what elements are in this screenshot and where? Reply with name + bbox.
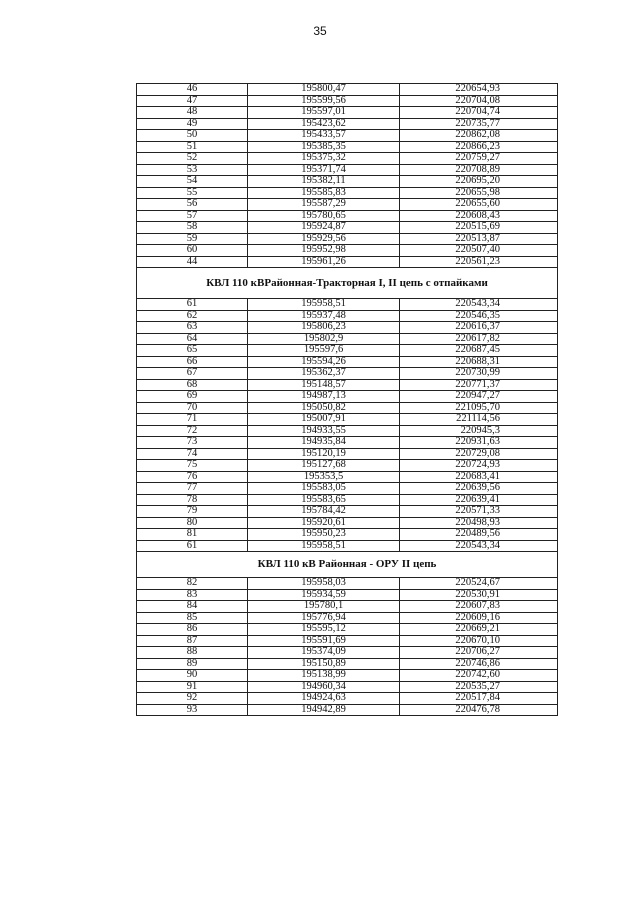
- point-number-cell: 86: [137, 624, 248, 636]
- table-row: [137, 471, 558, 483]
- point-number-cell: 60: [137, 245, 248, 257]
- y-coordinate-cell: 220546,35: [400, 310, 558, 322]
- table-row: [137, 130, 558, 142]
- x-coordinate-cell: 195583,05: [248, 483, 400, 495]
- x-coordinate-cell: 195423,62: [248, 118, 400, 130]
- point-number-cell: 93: [137, 704, 248, 716]
- table-row: [137, 658, 558, 670]
- x-coordinate-cell: 195362,37: [248, 368, 400, 380]
- point-number-cell: 91: [137, 681, 248, 693]
- y-coordinate-cell: 220489,56: [400, 529, 558, 541]
- y-coordinate-cell: 220687,45: [400, 345, 558, 357]
- y-coordinate-cell: 220771,37: [400, 379, 558, 391]
- y-coordinate-cell: 220639,41: [400, 494, 558, 506]
- point-number-cell: 59: [137, 233, 248, 245]
- table-row: [137, 704, 558, 716]
- table-row: [137, 333, 558, 345]
- point-number-cell: 58: [137, 222, 248, 234]
- x-coordinate-cell: 195138,99: [248, 670, 400, 682]
- x-coordinate-cell: 195924,87: [248, 222, 400, 234]
- point-number-cell: 88: [137, 647, 248, 659]
- x-coordinate-cell: 195385,35: [248, 141, 400, 153]
- x-coordinate-cell: 195597,6: [248, 345, 400, 357]
- x-coordinate-cell: 194987,13: [248, 391, 400, 403]
- table-row: [137, 310, 558, 322]
- table-row: [137, 245, 558, 257]
- table-row: [137, 529, 558, 541]
- x-coordinate-cell: 195585,83: [248, 187, 400, 199]
- x-coordinate-cell: 195374,09: [248, 647, 400, 659]
- point-number-cell: 50: [137, 130, 248, 142]
- x-coordinate-cell: 195937,48: [248, 310, 400, 322]
- point-number-cell: 63: [137, 322, 248, 334]
- point-number-cell: 87: [137, 635, 248, 647]
- table-row: [137, 589, 558, 601]
- y-coordinate-cell: 221095,70: [400, 402, 558, 414]
- table-row: [137, 517, 558, 529]
- y-coordinate-cell: 220704,08: [400, 95, 558, 107]
- x-coordinate-cell: 195950,23: [248, 529, 400, 541]
- point-number-cell: 90: [137, 670, 248, 682]
- point-number-cell: 64: [137, 333, 248, 345]
- y-coordinate-cell: 220616,37: [400, 322, 558, 334]
- table-row: [137, 448, 558, 460]
- x-coordinate-cell: 195594,26: [248, 356, 400, 368]
- table-row: [137, 322, 558, 334]
- table-row: [137, 578, 558, 590]
- y-coordinate-cell: 220729,08: [400, 448, 558, 460]
- point-number-cell: 77: [137, 483, 248, 495]
- x-coordinate-cell: 194924,63: [248, 693, 400, 705]
- x-coordinate-cell: 195127,68: [248, 460, 400, 472]
- section-title: КВЛ 110 кВРайонная-Тракторная I, II цепь с отпайками: [137, 268, 558, 299]
- section3-body: [137, 578, 558, 716]
- point-number-cell: 68: [137, 379, 248, 391]
- x-coordinate-cell: 195961,26: [248, 256, 400, 268]
- y-coordinate-cell: 220746,86: [400, 658, 558, 670]
- point-number-cell: 70: [137, 402, 248, 414]
- y-coordinate-cell: 220609,16: [400, 612, 558, 624]
- table-row: [137, 460, 558, 472]
- table-row: [137, 107, 558, 119]
- table-row: [137, 379, 558, 391]
- y-coordinate-cell: 220931,63: [400, 437, 558, 449]
- x-coordinate-cell: 194960,34: [248, 681, 400, 693]
- section-title-row: [137, 268, 558, 299]
- point-number-cell: 71: [137, 414, 248, 426]
- x-coordinate-cell: 195958,51: [248, 299, 400, 311]
- section-title-row: [137, 552, 558, 578]
- y-coordinate-cell: 220730,99: [400, 368, 558, 380]
- x-coordinate-cell: 194935,84: [248, 437, 400, 449]
- table-row: [137, 176, 558, 188]
- y-coordinate-cell: 220617,82: [400, 333, 558, 345]
- table-row: [137, 187, 558, 199]
- x-coordinate-cell: 195952,98: [248, 245, 400, 257]
- y-coordinate-cell: 220543,34: [400, 299, 558, 311]
- y-coordinate-cell: 221114,56: [400, 414, 558, 426]
- table-row: [137, 425, 558, 437]
- y-coordinate-cell: 220947,27: [400, 391, 558, 403]
- y-coordinate-cell: 220654,93: [400, 84, 558, 96]
- x-coordinate-cell: 195382,11: [248, 176, 400, 188]
- point-number-cell: 46: [137, 84, 248, 96]
- table-row: [137, 233, 558, 245]
- y-coordinate-cell: 220476,78: [400, 704, 558, 716]
- table-row: [137, 647, 558, 659]
- point-number-cell: 61: [137, 299, 248, 311]
- table-row: [137, 483, 558, 495]
- table-row: [137, 345, 558, 357]
- point-number-cell: 75: [137, 460, 248, 472]
- point-number-cell: 76: [137, 471, 248, 483]
- point-number-cell: 74: [137, 448, 248, 460]
- x-coordinate-cell: 195784,42: [248, 506, 400, 518]
- y-coordinate-cell: 220735,77: [400, 118, 558, 130]
- table-row: [137, 222, 558, 234]
- point-number-cell: 79: [137, 506, 248, 518]
- y-coordinate-cell: 220683,41: [400, 471, 558, 483]
- point-number-cell: 72: [137, 425, 248, 437]
- table-row: [137, 437, 558, 449]
- y-coordinate-cell: 220561,23: [400, 256, 558, 268]
- y-coordinate-cell: 220655,60: [400, 199, 558, 211]
- point-number-cell: 62: [137, 310, 248, 322]
- y-coordinate-cell: 220524,67: [400, 578, 558, 590]
- y-coordinate-cell: 220571,33: [400, 506, 558, 518]
- x-coordinate-cell: 195780,1: [248, 601, 400, 613]
- point-number-cell: 81: [137, 529, 248, 541]
- point-number-cell: 57: [137, 210, 248, 222]
- section2-header-body: [137, 268, 558, 299]
- table-row: [137, 506, 558, 518]
- y-coordinate-cell: 220608,43: [400, 210, 558, 222]
- y-coordinate-cell: 220945,3: [400, 425, 558, 437]
- point-number-cell: 47: [137, 95, 248, 107]
- x-coordinate-cell: 195780,65: [248, 210, 400, 222]
- x-coordinate-cell: 194933,55: [248, 425, 400, 437]
- y-coordinate-cell: 220708,89: [400, 164, 558, 176]
- x-coordinate-cell: 195148,57: [248, 379, 400, 391]
- point-number-cell: 65: [137, 345, 248, 357]
- point-number-cell: 52: [137, 153, 248, 165]
- x-coordinate-cell: 195587,29: [248, 199, 400, 211]
- y-coordinate-cell: 220543,34: [400, 540, 558, 552]
- point-number-cell: 67: [137, 368, 248, 380]
- table-row: [137, 299, 558, 311]
- y-coordinate-cell: 220530,91: [400, 589, 558, 601]
- y-coordinate-cell: 220517,84: [400, 693, 558, 705]
- x-coordinate-cell: 195597,01: [248, 107, 400, 119]
- point-number-cell: 54: [137, 176, 248, 188]
- table-row: [137, 624, 558, 636]
- table-row: [137, 164, 558, 176]
- x-coordinate-cell: 195591,69: [248, 635, 400, 647]
- y-coordinate-cell: 220706,27: [400, 647, 558, 659]
- y-coordinate-cell: 220670,10: [400, 635, 558, 647]
- point-number-cell: 51: [137, 141, 248, 153]
- x-coordinate-cell: 195120,19: [248, 448, 400, 460]
- point-number-cell: 89: [137, 658, 248, 670]
- y-coordinate-cell: 220724,93: [400, 460, 558, 472]
- table-row: [137, 402, 558, 414]
- section3-header-body: [137, 552, 558, 578]
- point-number-cell: 83: [137, 589, 248, 601]
- x-coordinate-cell: 195007,91: [248, 414, 400, 426]
- x-coordinate-cell: 195929,56: [248, 233, 400, 245]
- table-row: [137, 693, 558, 705]
- point-number-cell: 56: [137, 199, 248, 211]
- x-coordinate-cell: 195599,56: [248, 95, 400, 107]
- section1-body: [137, 84, 558, 268]
- point-number-cell: 44: [137, 256, 248, 268]
- table-row: [137, 670, 558, 682]
- table-row: [137, 391, 558, 403]
- point-number-cell: 48: [137, 107, 248, 119]
- table-row: [137, 210, 558, 222]
- y-coordinate-cell: 220513,87: [400, 233, 558, 245]
- y-coordinate-cell: 220535,27: [400, 681, 558, 693]
- x-coordinate-cell: 195920,61: [248, 517, 400, 529]
- y-coordinate-cell: 220688,31: [400, 356, 558, 368]
- x-coordinate-cell: 195934,59: [248, 589, 400, 601]
- point-number-cell: 78: [137, 494, 248, 506]
- point-number-cell: 69: [137, 391, 248, 403]
- x-coordinate-cell: 195802,9: [248, 333, 400, 345]
- x-coordinate-cell: 195806,23: [248, 322, 400, 334]
- y-coordinate-cell: 220498,93: [400, 517, 558, 529]
- x-coordinate-cell: 195050,82: [248, 402, 400, 414]
- y-coordinate-cell: 220742,60: [400, 670, 558, 682]
- section2-body: [137, 299, 558, 552]
- table-row: [137, 414, 558, 426]
- table-row: [137, 601, 558, 613]
- table-row: [137, 368, 558, 380]
- x-coordinate-cell: 195375,32: [248, 153, 400, 165]
- table-row: [137, 494, 558, 506]
- point-number-cell: 85: [137, 612, 248, 624]
- table-row: [137, 612, 558, 624]
- point-number-cell: 49: [137, 118, 248, 130]
- y-coordinate-cell: 220639,56: [400, 483, 558, 495]
- x-coordinate-cell: 195958,51: [248, 540, 400, 552]
- point-number-cell: 61: [137, 540, 248, 552]
- point-number-cell: 84: [137, 601, 248, 613]
- point-number-cell: 53: [137, 164, 248, 176]
- point-number-cell: 73: [137, 437, 248, 449]
- section-title: КВЛ 110 кВ Районная - ОРУ II цепь: [137, 552, 558, 578]
- table-row: [137, 141, 558, 153]
- x-coordinate-cell: 195433,57: [248, 130, 400, 142]
- point-number-cell: 66: [137, 356, 248, 368]
- point-number-cell: 92: [137, 693, 248, 705]
- page-number: 35: [313, 24, 327, 38]
- x-coordinate-cell: 195371,74: [248, 164, 400, 176]
- point-number-cell: 82: [137, 578, 248, 590]
- coordinates-table: [136, 83, 558, 716]
- x-coordinate-cell: 195776,94: [248, 612, 400, 624]
- y-coordinate-cell: 220607,83: [400, 601, 558, 613]
- point-number-cell: 55: [137, 187, 248, 199]
- table-row: [137, 84, 558, 96]
- x-coordinate-cell: 195595,12: [248, 624, 400, 636]
- table-row: [137, 95, 558, 107]
- y-coordinate-cell: 220759,27: [400, 153, 558, 165]
- y-coordinate-cell: 220507,40: [400, 245, 558, 257]
- table-row: [137, 681, 558, 693]
- table-row: [137, 256, 558, 268]
- y-coordinate-cell: 220704,74: [400, 107, 558, 119]
- x-coordinate-cell: 195583,65: [248, 494, 400, 506]
- x-coordinate-cell: 194942,89: [248, 704, 400, 716]
- table-row: [137, 118, 558, 130]
- y-coordinate-cell: 220695,20: [400, 176, 558, 188]
- x-coordinate-cell: 195800,47: [248, 84, 400, 96]
- table-row: [137, 635, 558, 647]
- y-coordinate-cell: 220515,69: [400, 222, 558, 234]
- y-coordinate-cell: 220866,23: [400, 141, 558, 153]
- x-coordinate-cell: 195958,03: [248, 578, 400, 590]
- y-coordinate-cell: 220655,98: [400, 187, 558, 199]
- x-coordinate-cell: 195353,5: [248, 471, 400, 483]
- x-coordinate-cell: 195150,89: [248, 658, 400, 670]
- table-row: [137, 540, 558, 552]
- table-row: [137, 356, 558, 368]
- y-coordinate-cell: 220669,21: [400, 624, 558, 636]
- y-coordinate-cell: 220862,08: [400, 130, 558, 142]
- point-number-cell: 80: [137, 517, 248, 529]
- table-row: [137, 153, 558, 165]
- table-row: [137, 199, 558, 211]
